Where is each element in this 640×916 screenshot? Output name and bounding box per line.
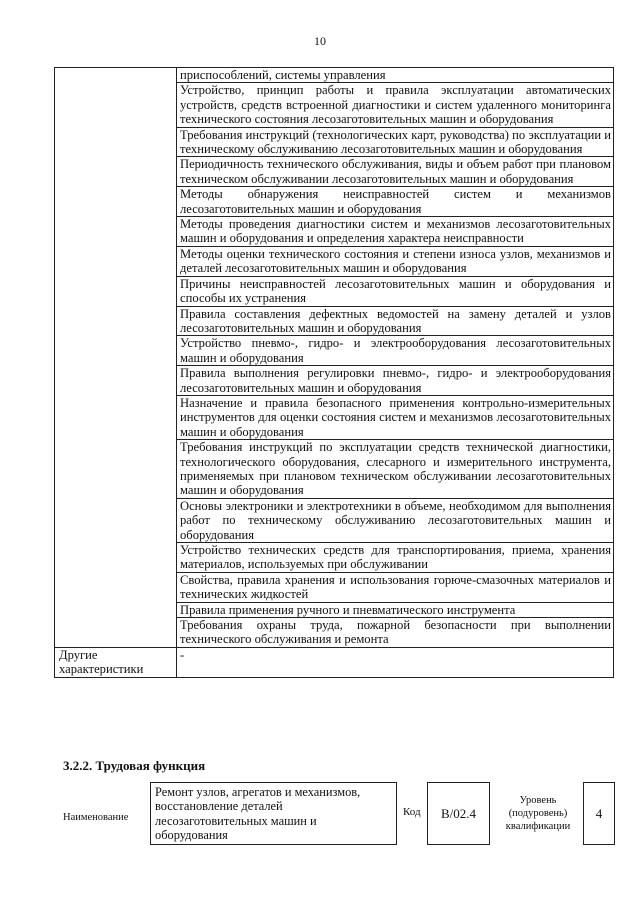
other-characteristics-label: Другие характеристики [55, 647, 177, 677]
knowledge-item: Требования инструкций (технологических карт, руководства) по эксплуатации и техническому обслуживанию лесозаготовительных машин и оборудования [177, 127, 614, 157]
knowledge-item: Методы проведения диагностики систем и механизмов лесозаготовительных машин и оборудования и определения характера неисправности [177, 217, 614, 247]
knowledge-item: Основы электроники и электротехники в объеме, необходимом для выполнения работ по техническому обслуживанию лесозаготовительных машин и оборудования [177, 498, 614, 542]
knowledge-item: Устройство технических средств для транспортирования, приема, хранения материалов, используемых при обслуживании [177, 543, 614, 573]
page-number: 10 [314, 34, 326, 48]
other-characteristics-value: - [177, 647, 614, 677]
knowledge-item: Причины неисправностей лесозаготовительных машин и оборудования и способы их устранения [177, 276, 614, 306]
code-box [427, 782, 490, 845]
table-row [55, 647, 614, 677]
knowledge-item: Методы обнаружения неисправностей систем и механизмов лесозаготовительных машин и оборудования [177, 187, 614, 217]
function-name-box: Ремонт узлов, агрегатов и механизмов, восстановление деталей лесозаготовительных машин и оборудования [150, 782, 397, 845]
section-title: 3.2.2. Трудовая функция [63, 758, 206, 773]
knowledge-item: Правила составления дефектных ведомостей на замену деталей и узлов лесозаготовительных машин и оборудования [177, 306, 614, 336]
table-left-cell [55, 68, 177, 648]
code-label: Код [403, 806, 421, 818]
knowledge-item: Периодичность технического обслуживания, виды и объем работ при плановом техническом обслуживании лесозаготовительных машин и оборудования [177, 157, 614, 187]
knowledge-item: Устройство, принцип работы и правила эксплуатации автоматических устройств, средств встроенной диагностики и систем удаленного мониторинга технического состояния лесозаготовительных машин и оборудования [177, 83, 614, 127]
knowledge-item: Правила применения ручного и пневматического инструмента [177, 602, 614, 617]
knowledge-item: Свойства, правила хранения и использования горюче-смазочных материалов и технических жидкостей [177, 572, 614, 602]
knowledge-item: Правила выполнения регулировки пневмо-, гидро- и электрооборудования лесозаготовительных машин и оборудования [177, 366, 614, 396]
knowledge-item: Требования инструкций по эксплуатации средств технической диагностики, технологического оборудования, слесарного и измерительного инструмента, применяемых при плановом техническом обслуживании лесозаготовительных машин и оборудования [177, 440, 614, 499]
qualification-level-value: 4 [595, 805, 603, 821]
knowledge-item: Устройство пневмо-, гидро- и электрооборудования лесозаготовительных машин и оборудования [177, 336, 614, 366]
function-name-label: Наименование [63, 812, 129, 823]
knowledge-item: Методы оценки технического состояния и степени износа узлов, механизмов и деталей лесозаготовительных машин и оборудования [177, 246, 614, 276]
knowledge-item: Назначение и правила безопасного применения контрольно-измерительных инструментов для оценки состояния систем и механизмов лесозаготовительных машин и оборудования [177, 395, 614, 439]
qualification-level-label: Уровень (подуровень) квалификации [505, 795, 571, 833]
qualification-level-box [583, 782, 615, 845]
knowledge-item: Требования охраны труда, пожарной безопасности при выполнении технического обслуживания и ремонта [177, 618, 614, 648]
requirements-table [54, 67, 614, 678]
table-row [55, 68, 614, 83]
knowledge-item: приспособлений, системы управления [177, 68, 614, 83]
code-value: B/02.4 [440, 805, 477, 821]
